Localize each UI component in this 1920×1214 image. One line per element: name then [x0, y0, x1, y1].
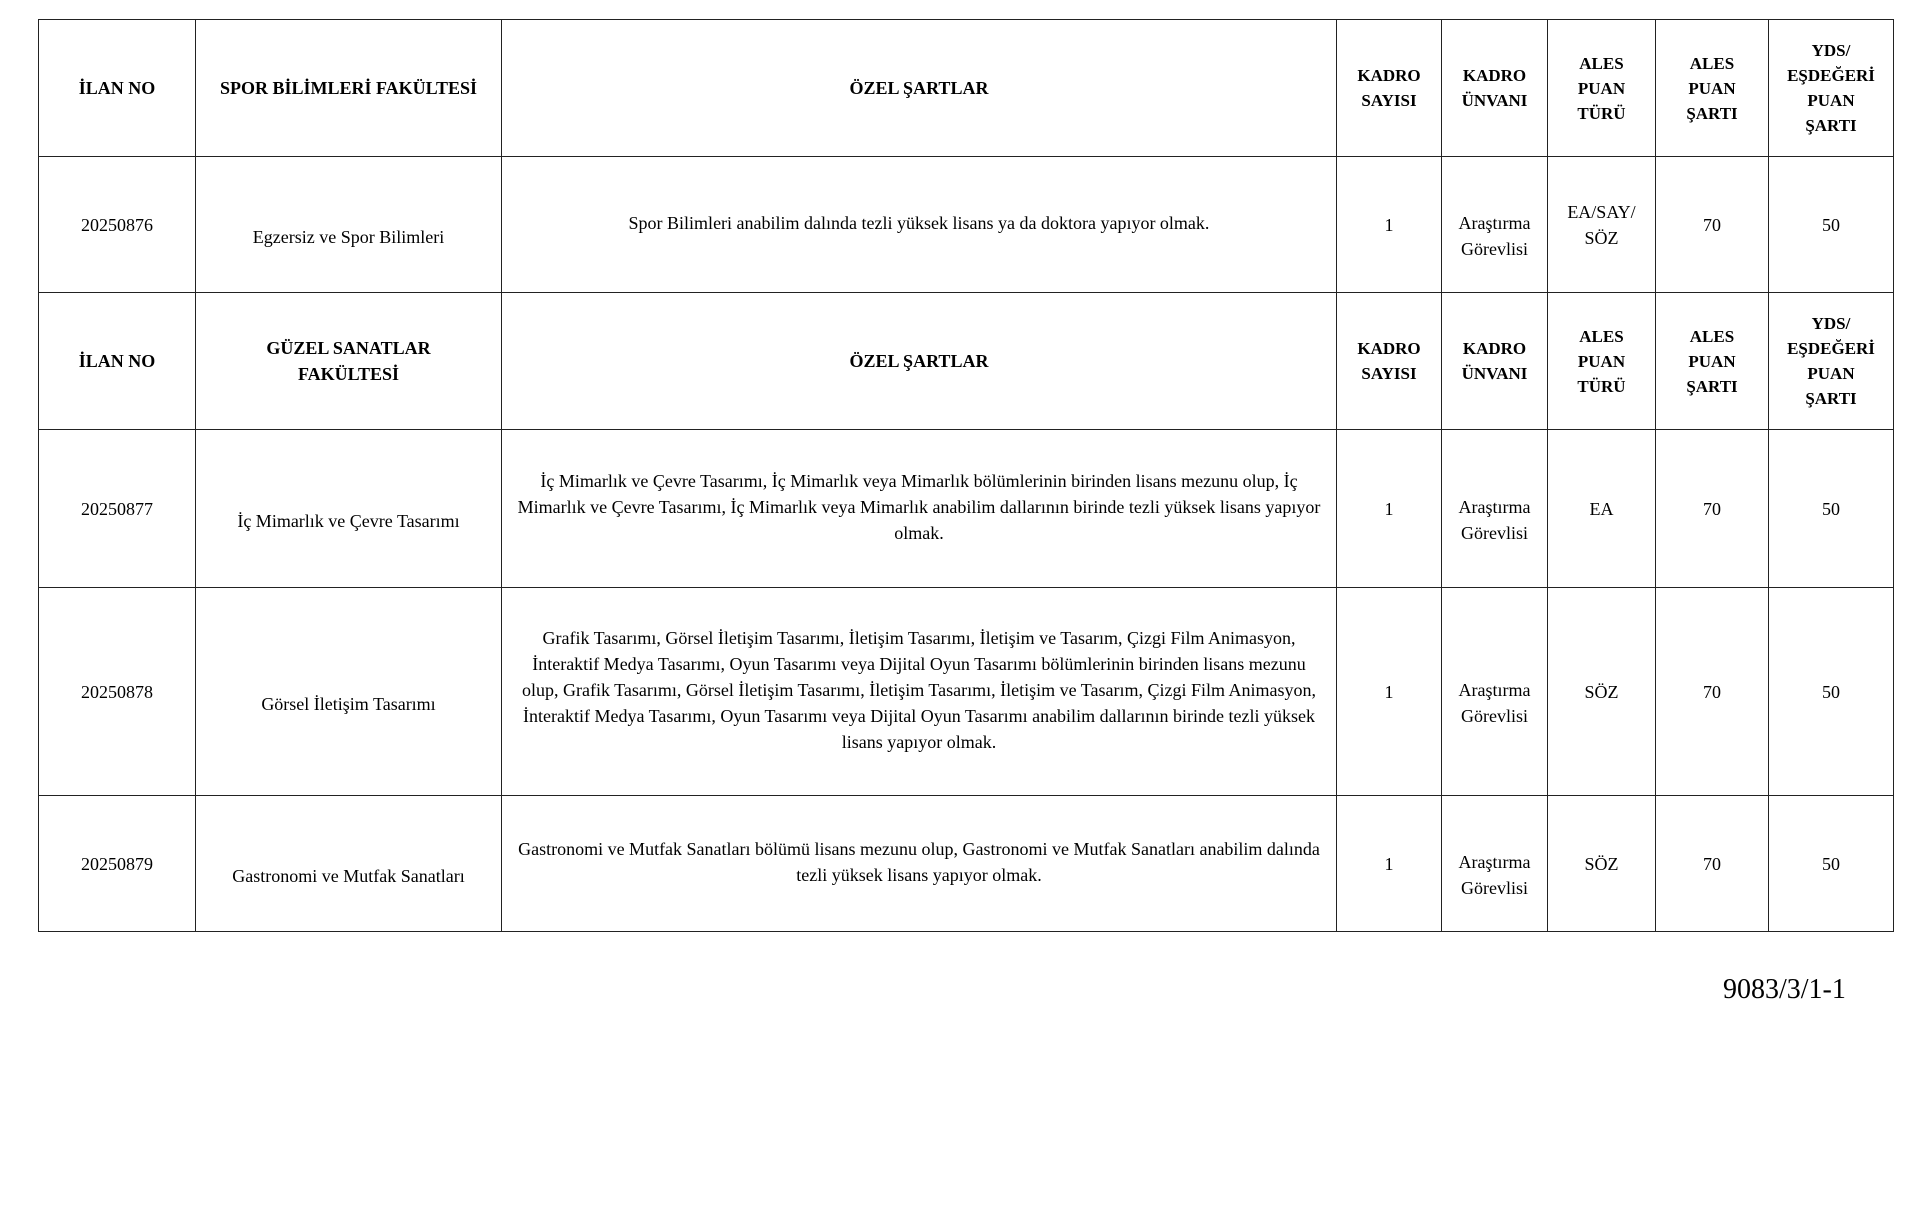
ales-puan-sarti-header-line: PUAN — [1688, 351, 1736, 371]
ales-puan-turu-header-line: PUAN — [1577, 351, 1626, 371]
requirements-cell: İç Mimarlık ve Çevre Tasarımı, İç Mimarlık veya Mimarlık bölümlerinin birinden lisans mezunu olup, İç Mimarlık ve Çevre Tasarımı, İç Mimarlık veya Mimarlık anabilim dallarının birinde tezli yüksek lisans yapıyor olmak. — [502, 430, 1337, 588]
kadro-sayisi-cell: 1 — [1337, 588, 1442, 796]
kadro-unvani-header — [1442, 293, 1548, 430]
ales-puan-sarti-cell: 70 — [1656, 796, 1769, 932]
kadro-sayisi-header-line: KADRO — [1357, 66, 1421, 85]
kadro-unvani-cell-line: Araştırma — [1458, 851, 1531, 872]
yds-puan-sarti-cell: 50 — [1769, 430, 1894, 588]
ales-puan-turu-cell — [1548, 157, 1656, 293]
ales-puan-sarti-cell: 70 — [1656, 588, 1769, 796]
requirements-cell: Spor Bilimleri anabilim dalında tezli yüksek lisans ya da doktora yapıyor olmak. — [502, 157, 1337, 293]
ozel-sartlar-header: ÖZEL ŞARTLAR — [502, 293, 1337, 430]
yds-puan-sarti-header-line: ŞARTI — [1805, 389, 1857, 408]
faculty-header-line: SPOR BİLİMLERİ FAKÜLTESİ — [219, 78, 478, 98]
requirements-cell: Gastronomi ve Mutfak Sanatları bölümü lisans mezunu olup, Gastronomi ve Mutfak Sanatları anabilim dalında tezli yüksek lisans yapıyor olmak. — [502, 796, 1337, 932]
ales-puan-turu-cell-line: SÖZ — [1584, 853, 1619, 874]
faculty-header — [196, 293, 502, 430]
ilan-no-cell: 20250879 — [39, 796, 196, 932]
kadro-unvani-header-line: KADRO — [1462, 339, 1527, 358]
page-code: 9083/3/1-1 — [1723, 974, 1846, 1005]
table-row — [39, 588, 1894, 796]
table-header-row — [39, 20, 1894, 157]
ales-puan-sarti-cell: 70 — [1656, 430, 1769, 588]
ozel-sartlar-header: ÖZEL ŞARTLAR — [502, 20, 1337, 157]
faculty-header-line: FAKÜLTESİ — [297, 364, 400, 384]
kadro-unvani-cell — [1442, 588, 1548, 796]
department-cell: Gastronomi ve Mutfak Sanatları — [196, 796, 502, 932]
kadro-unvani-cell-line: Görevlisi — [1461, 238, 1528, 259]
ales-puan-turu-header-line: ALES — [1579, 53, 1624, 73]
kadro-sayisi-cell: 1 — [1337, 430, 1442, 588]
yds-puan-sarti-header — [1769, 20, 1894, 157]
ilan-no-cell: 20250878 — [39, 588, 196, 796]
kadro-sayisi-cell: 1 — [1337, 796, 1442, 932]
kadro-sayisi-cell: 1 — [1337, 157, 1442, 293]
ales-puan-turu-header-line: PUAN — [1577, 78, 1626, 98]
ilan-no-header: İLAN NO — [39, 20, 196, 157]
ales-puan-turu-cell — [1548, 796, 1656, 932]
table-row — [39, 796, 1894, 932]
yds-puan-sarti-header-line: EŞDEĞERİ — [1787, 66, 1875, 85]
ales-puan-turu-header — [1548, 20, 1656, 157]
ales-puan-sarti-header — [1656, 293, 1769, 430]
kadro-unvani-cell-line: Görevlisi — [1461, 705, 1528, 726]
job-listing-table — [38, 19, 1894, 932]
table-header-row — [39, 293, 1894, 430]
yds-puan-sarti-header-line: EŞDEĞERİ — [1787, 339, 1875, 358]
ales-puan-sarti-cell: 70 — [1656, 157, 1769, 293]
yds-puan-sarti-cell: 50 — [1769, 588, 1894, 796]
table-body — [39, 20, 1894, 932]
ales-puan-turu-header-line: TÜRÜ — [1577, 376, 1626, 396]
ales-puan-turu-header — [1548, 293, 1656, 430]
ales-puan-turu-cell-line: SÖZ — [1584, 227, 1619, 248]
ales-puan-sarti-header-line: ŞARTI — [1686, 103, 1738, 123]
requirements-cell: Grafik Tasarımı, Görsel İletişim Tasarımı, İletişim Tasarımı, İletişim ve Tasarım, Çizgi Film Animasyon, İnteraktif Medya Tasarımı, Oyun Tasarımı veya Dijital Oyun Tasarımı bölümlerinin birinden lisans mezunu olup, Grafik Tasarımı, Görsel İletişim Tasarımı, İletişim Tasarımı, İletişim ve Tasarım, Çizgi Film Animasyon, İnteraktif Medya Tasarımı, Oyun Tasarımı veya Dijital Oyun Tasarımı anabilim dallarının birinde tezli yüksek lisans yapıyor olmak. — [502, 588, 1337, 796]
department-cell: İç Mimarlık ve Çevre Tasarımı — [196, 430, 502, 588]
kadro-unvani-cell-line: Araştırma — [1458, 212, 1531, 233]
kadro-unvani-cell-line: Görevlisi — [1461, 877, 1528, 898]
ilan-no-cell: 20250877 — [39, 430, 196, 588]
ales-puan-turu-cell — [1548, 430, 1656, 588]
ales-puan-turu-cell-line: EA/SAY/ — [1567, 201, 1636, 222]
kadro-sayisi-header-line: SAYISI — [1361, 364, 1417, 383]
kadro-unvani-header-line: KADRO — [1462, 66, 1527, 85]
kadro-sayisi-header-line: KADRO — [1357, 339, 1421, 358]
yds-puan-sarti-header-line: PUAN — [1807, 91, 1855, 110]
table-row — [39, 430, 1894, 588]
ales-puan-sarti-header-line: PUAN — [1688, 78, 1736, 98]
ales-puan-sarti-header-line: ŞARTI — [1686, 376, 1738, 396]
table-row — [39, 157, 1894, 293]
ales-puan-turu-cell — [1548, 588, 1656, 796]
kadro-unvani-cell-line: Görevlisi — [1461, 522, 1528, 543]
yds-puan-sarti-header-line: YDS/ — [1811, 41, 1851, 60]
ilan-no-header: İLAN NO — [39, 293, 196, 430]
kadro-unvani-header-line: ÜNVANI — [1461, 91, 1528, 110]
kadro-unvani-cell-line: Araştırma — [1458, 679, 1531, 700]
department-cell: Görsel İletişim Tasarımı — [196, 588, 502, 796]
listing-sheet — [38, 19, 1893, 1005]
kadro-unvani-cell — [1442, 430, 1548, 588]
kadro-sayisi-header — [1337, 20, 1442, 157]
yds-puan-sarti-cell: 50 — [1769, 157, 1894, 293]
yds-puan-sarti-header-line: YDS/ — [1811, 314, 1851, 333]
faculty-header-line: GÜZEL SANATLAR — [266, 338, 431, 358]
ales-puan-turu-cell-line: EA — [1589, 498, 1614, 519]
kadro-unvani-cell-line: Araştırma — [1458, 496, 1531, 517]
kadro-sayisi-header-line: SAYISI — [1361, 91, 1417, 110]
ales-puan-sarti-header-line: ALES — [1689, 326, 1735, 346]
yds-puan-sarti-header — [1769, 293, 1894, 430]
ilan-no-cell: 20250876 — [39, 157, 196, 293]
ales-puan-turu-header-line: ALES — [1579, 326, 1624, 346]
kadro-unvani-cell — [1442, 796, 1548, 932]
ales-puan-turu-cell-line: SÖZ — [1584, 681, 1619, 702]
yds-puan-sarti-header-line: PUAN — [1807, 364, 1855, 383]
kadro-unvani-header — [1442, 20, 1548, 157]
ales-puan-turu-header-line: TÜRÜ — [1577, 103, 1626, 123]
faculty-header — [196, 20, 502, 157]
ales-puan-sarti-header — [1656, 20, 1769, 157]
kadro-unvani-cell — [1442, 157, 1548, 293]
ales-puan-sarti-header-line: ALES — [1689, 53, 1735, 73]
kadro-unvani-header-line: ÜNVANI — [1461, 364, 1528, 383]
kadro-sayisi-header — [1337, 293, 1442, 430]
yds-puan-sarti-cell: 50 — [1769, 796, 1894, 932]
department-cell: Egzersiz ve Spor Bilimleri — [196, 157, 502, 293]
yds-puan-sarti-header-line: ŞARTI — [1805, 116, 1857, 135]
